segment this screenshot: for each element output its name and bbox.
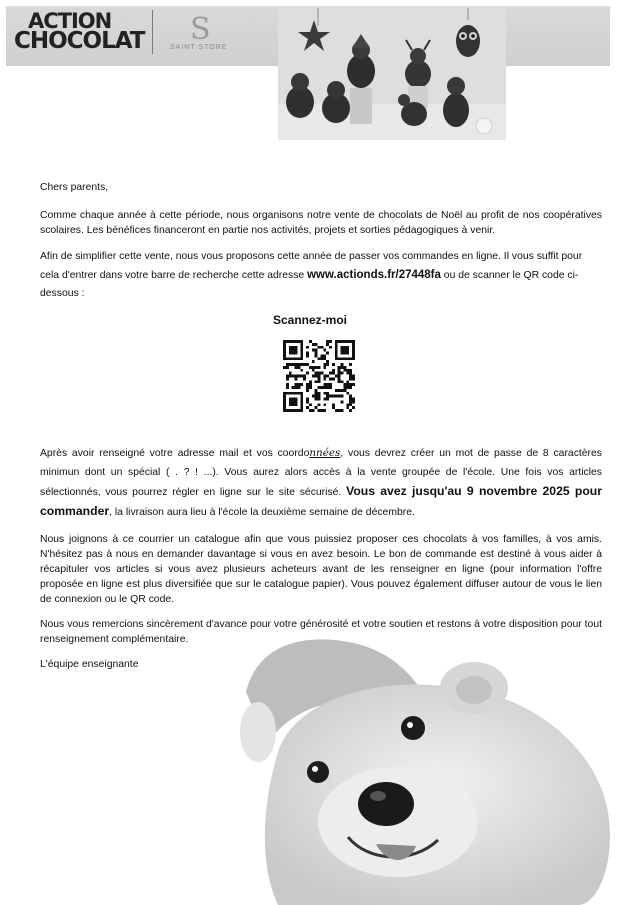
paragraph-thanks: Nous vous remercions sincèrement d'avance pour votre générosité et votre soutien et restons à votre disposition pour tout renseignement complémentaire. <box>40 619 602 645</box>
qr-title: Scannez-moi <box>272 313 347 327</box>
order-deadline: Vous avez jusqu'au 9 novembre 2025 pour commander <box>40 484 602 518</box>
paragraph-online-order-end: ou de scanner le QR code ci-dessous : <box>40 270 579 299</box>
bear-eye-right <box>401 716 425 740</box>
letter-body <box>40 180 602 313</box>
action-chocolat-logo <box>14 9 146 56</box>
qr-code[interactable] <box>283 340 355 412</box>
instructions-text-3: , la livraison aura lieu à l'école la deuxième semaine de décembre. <box>109 507 415 518</box>
signature: L'équipe enseignante <box>40 659 139 670</box>
instructions-text-2: , vous devrez créer un mot de passe de 8 caractères minimun dont un spécial ( . ? ! ...). Vous aurez alors accès à la vente groupée de l'école. Une fois vos articles sélectionnés, vous pourrez régler en ligne sur le site sécurisé. <box>40 448 602 498</box>
chocolate-figurines-image <box>278 8 506 140</box>
order-url[interactable]: www.actionds.fr/27448fa <box>307 269 441 281</box>
handwritten-correction: nnées <box>309 447 341 459</box>
instructions-text-1: Après avoir renseigné votre adresse mail et vos coordo <box>40 448 310 459</box>
paragraph-online-order-text: Afin de simplifier cette vente, nous vous proposons cette année de passer vos commandes en ligne. Il vous suffit pour cela d'entrer dans votre barre de recherche cette adresse <box>40 251 583 281</box>
logo-line-1: ACTION <box>28 9 112 33</box>
bear-nose <box>358 782 414 826</box>
logo-divider <box>152 10 153 54</box>
owl-figurine <box>456 25 480 57</box>
partner-logo <box>166 10 256 58</box>
paragraph-online-order <box>40 248 602 303</box>
bear-eye-left <box>307 761 329 783</box>
polar-bear-image <box>238 632 619 905</box>
paragraph-intro: Comme chaque année à cette période, nous organisons notre vente de chocolats de Noël au profit de nos coopératives scolaires. Les bénéfices financeront en partie nos activités, projets et sorties pédagogiques à venir. <box>40 210 602 236</box>
paragraph-instructions <box>40 444 602 522</box>
paragraph-catalogue: Nous joignons à ce courrier un catalogue afin que vous puissiez proposer ces chocolats à vos familles, à vos amis. N'hésitez pas à nous en demander davantage si vous en avez besoin. Le bon de commande est destiné à vous aider à récapituler vos articles si vous avez plusieurs acheteurs avant de les renseigner en ligne (pour information l'offre proposée en ligne est plus diversifiée que sur le catalogue papier). Vous pouvez également diffuser autour de vous le lien de connexion ou le QR code. <box>40 534 602 605</box>
partner-mark: S <box>190 12 211 47</box>
greeting: Chers parents, <box>40 182 109 193</box>
partner-text: SAINT-STORE <box>170 44 228 51</box>
logo-line-2: CHOCOLAT <box>14 28 145 55</box>
